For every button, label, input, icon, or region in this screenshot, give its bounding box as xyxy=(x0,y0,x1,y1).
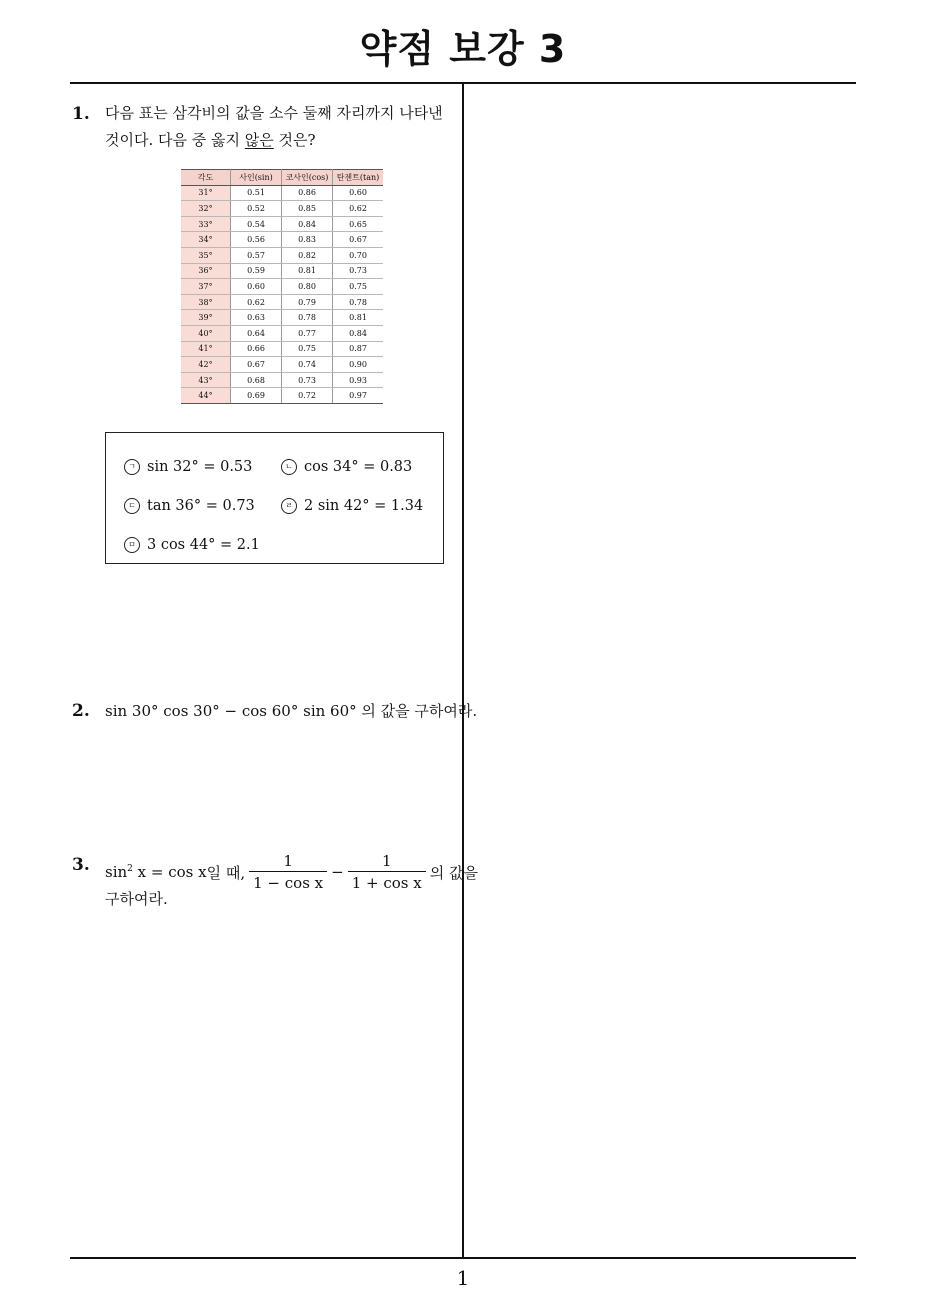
table-row xyxy=(181,185,383,201)
angle-cell: 41° xyxy=(181,341,231,357)
q3-line2: 구하여라. xyxy=(105,890,168,908)
choice-3[interactable] xyxy=(124,498,255,514)
q3-frac1-numerator: 1 xyxy=(283,852,293,870)
table-row xyxy=(181,263,383,279)
choice-2[interactable] xyxy=(281,459,412,475)
tan-cell: 0.67 xyxy=(333,232,384,248)
q3-fraction-1 xyxy=(249,852,327,892)
header-sin: 사인(sin) xyxy=(231,170,282,186)
q3-cond-text: 일 때, xyxy=(206,863,246,882)
tan-cell: 0.65 xyxy=(333,216,384,232)
angle-cell: 32° xyxy=(181,201,231,217)
choice-2-mark: ㄴ xyxy=(281,459,297,475)
table-row xyxy=(181,294,383,310)
choice-4-expr: 2 sin 42° = 1.34 xyxy=(304,498,424,514)
choice-5[interactable] xyxy=(124,537,260,553)
angle-cell: 39° xyxy=(181,310,231,326)
q2-text xyxy=(105,698,477,725)
cos-cell: 0.72 xyxy=(282,388,333,404)
sin-cell: 0.68 xyxy=(231,372,282,388)
header-tan: 탄젠트(tan) xyxy=(333,170,384,186)
q1-line2-pre: 것이다. 다음 중 옳지 xyxy=(105,131,245,149)
table-row xyxy=(181,201,383,217)
table-row xyxy=(181,357,383,373)
angle-cell: 35° xyxy=(181,247,231,263)
tan-cell: 0.75 xyxy=(333,279,384,295)
angle-cell: 37° xyxy=(181,279,231,295)
sin-cell: 0.51 xyxy=(231,185,282,201)
trig-table-header xyxy=(181,170,383,186)
tan-cell: 0.73 xyxy=(333,263,384,279)
choice-2-expr: cos 34° = 0.83 xyxy=(304,459,413,475)
cos-cell: 0.79 xyxy=(282,294,333,310)
q3-fraction-2 xyxy=(348,852,426,892)
q1-line2 xyxy=(105,127,443,154)
angle-cell: 31° xyxy=(181,185,231,201)
choice-4-mark: ㄹ xyxy=(281,498,297,514)
table-row xyxy=(181,325,383,341)
q3-frac1-denominator: 1 − cos x xyxy=(249,871,327,892)
cos-cell: 0.86 xyxy=(282,185,333,201)
angle-cell: 43° xyxy=(181,372,231,388)
q1-number: 1. xyxy=(72,104,90,124)
sin-cell: 0.67 xyxy=(231,357,282,373)
sin-cell: 0.62 xyxy=(231,294,282,310)
cos-cell: 0.75 xyxy=(282,341,333,357)
q3-frac2-numerator: 1 xyxy=(381,852,392,870)
sin-cell: 0.69 xyxy=(231,388,282,404)
choices-box xyxy=(105,432,444,564)
choice-1-mark: ㄱ xyxy=(124,459,140,475)
cos-cell: 0.83 xyxy=(282,232,333,248)
choice-5-mark: ㅁ xyxy=(124,537,140,553)
q2-expression: sin 30° cos 30° − cos 60° sin 60° xyxy=(105,702,357,720)
q3-cond-rest: x = cos x xyxy=(132,863,207,881)
tan-cell: 0.60 xyxy=(333,185,384,201)
angle-cell: 34° xyxy=(181,232,231,248)
tan-cell: 0.97 xyxy=(333,388,384,404)
cos-cell: 0.82 xyxy=(282,247,333,263)
angle-cell: 36° xyxy=(181,263,231,279)
table-row xyxy=(181,232,383,248)
q1-line1: 다음 표는 삼각비의 값을 소수 둘째 자리까지 나타낸 xyxy=(105,104,443,122)
trig-table xyxy=(181,169,383,404)
page-number: 1 xyxy=(456,1266,470,1290)
cos-cell: 0.80 xyxy=(282,279,333,295)
sin-cell: 0.56 xyxy=(231,232,282,248)
tan-cell: 0.93 xyxy=(333,372,384,388)
table-row xyxy=(181,372,383,388)
sin-cell: 0.57 xyxy=(231,247,282,263)
angle-cell: 44° xyxy=(181,388,231,404)
table-row xyxy=(181,341,383,357)
tan-cell: 0.62 xyxy=(333,201,384,217)
cos-cell: 0.78 xyxy=(282,310,333,326)
tan-cell: 0.84 xyxy=(333,325,384,341)
cos-cell: 0.85 xyxy=(282,201,333,217)
q1-line2-post: 것은? xyxy=(273,131,316,149)
table-row xyxy=(181,279,383,295)
sin-cell: 0.66 xyxy=(231,341,282,357)
angle-cell: 33° xyxy=(181,216,231,232)
sin-cell: 0.63 xyxy=(231,310,282,326)
sin-cell: 0.54 xyxy=(231,216,282,232)
angle-cell: 40° xyxy=(181,325,231,341)
q3-minus: − xyxy=(331,863,344,881)
angle-cell: 38° xyxy=(181,294,231,310)
tan-cell: 0.81 xyxy=(333,310,384,326)
table-row xyxy=(181,310,383,326)
q2-prompt: 의 값을 구하여라. xyxy=(356,702,478,720)
tan-cell: 0.90 xyxy=(333,357,384,373)
cos-cell: 0.84 xyxy=(282,216,333,232)
table-row xyxy=(181,216,383,232)
header-angle: 각도 xyxy=(181,170,231,186)
q3-cond-base: sin xyxy=(105,863,128,881)
cos-cell: 0.73 xyxy=(282,372,333,388)
q3-number: 3. xyxy=(72,855,90,875)
q3-condition xyxy=(105,863,207,881)
choice-1[interactable] xyxy=(124,459,252,475)
choice-4[interactable] xyxy=(281,498,423,514)
page-title: 약점 보강 3 xyxy=(359,27,567,71)
angle-cell: 42° xyxy=(181,357,231,373)
sin-cell: 0.60 xyxy=(231,279,282,295)
header-cos: 코사인(cos) xyxy=(282,170,333,186)
tan-cell: 0.78 xyxy=(333,294,384,310)
tan-cell: 0.70 xyxy=(333,247,384,263)
table-row xyxy=(181,247,383,263)
choice-3-expr: tan 36° = 0.73 xyxy=(147,498,255,514)
q2-number: 2. xyxy=(72,701,90,721)
sin-cell: 0.52 xyxy=(231,201,282,217)
choice-1-expr: sin 32° = 0.53 xyxy=(147,459,253,475)
cos-cell: 0.81 xyxy=(282,263,333,279)
sin-cell: 0.59 xyxy=(231,263,282,279)
cos-cell: 0.74 xyxy=(282,357,333,373)
bottom-rule xyxy=(70,1257,856,1259)
q3-cond-exp: 2 xyxy=(127,864,133,874)
q1-underlined-word: 않은 xyxy=(244,131,274,149)
choice-5-expr: 3 cos 44° = 2.1 xyxy=(147,537,260,553)
sin-cell: 0.64 xyxy=(231,325,282,341)
tan-cell: 0.87 xyxy=(333,341,384,357)
q1-text xyxy=(105,100,443,154)
trig-table-body xyxy=(181,185,383,403)
q3-frac2-denominator: 1 + cos x xyxy=(348,871,426,892)
q3-tail: 의 값을 xyxy=(429,863,478,882)
choice-3-mark: ㄷ xyxy=(124,498,140,514)
column-divider xyxy=(462,84,464,1258)
cos-cell: 0.77 xyxy=(282,325,333,341)
table-row xyxy=(181,388,383,404)
